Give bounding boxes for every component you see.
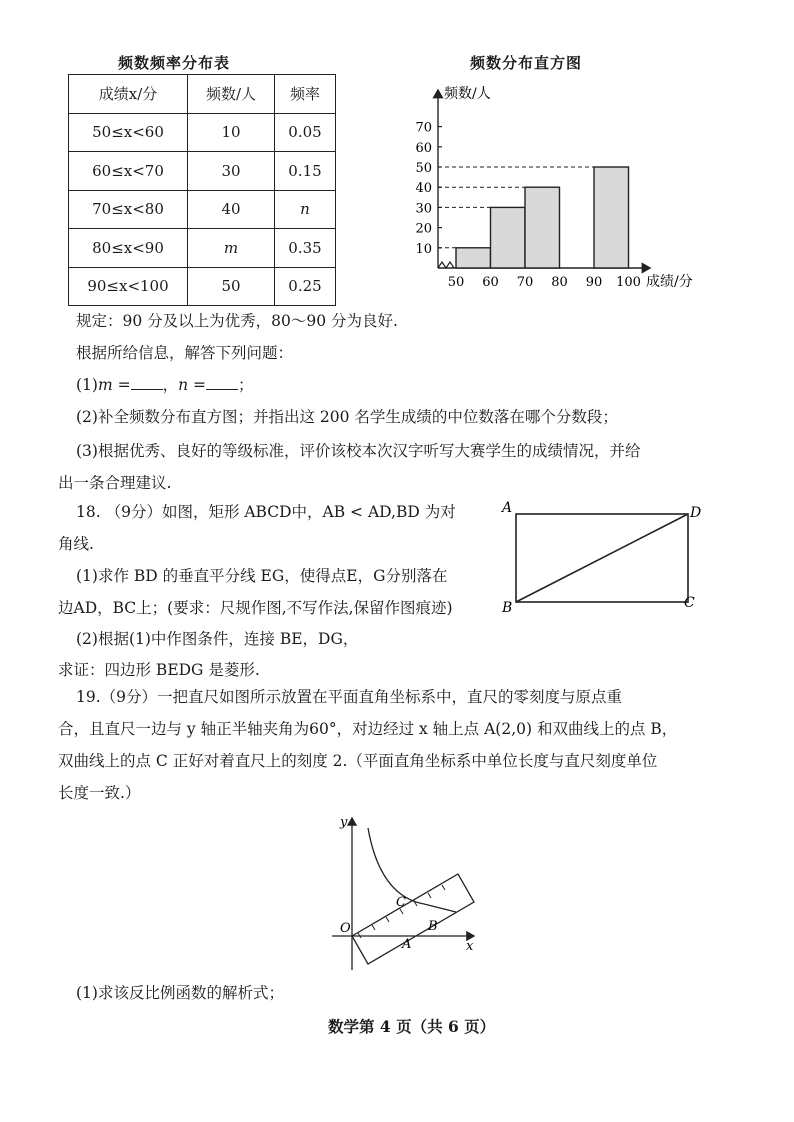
y-tick-label: 30 [415, 201, 432, 217]
y-tick-label: 50 [415, 161, 432, 176]
ruler-tick [372, 925, 375, 930]
q19-line3: 双曲线上的点 C 正好对着直尺上的刻度 2.（平面直角坐标系中单位长度与直尺刻度单位 [58, 752, 658, 770]
table-cell: 80≤x<90 [69, 229, 188, 268]
table-cell: 90≤x<100 [69, 267, 188, 306]
rectangle-diagram [496, 500, 702, 616]
table-title: 频数频率分布表 [118, 54, 231, 72]
y-tick-label: 70 [415, 120, 432, 136]
label-d: D [690, 505, 702, 521]
x-axis-label: 成绩/分 [646, 274, 693, 290]
table-row [69, 229, 336, 268]
q18-line5: (2)根据(1)中作图条件，连接 BE，DG， [76, 630, 359, 648]
ruler-tick [442, 885, 445, 890]
table-row [69, 190, 336, 229]
label-b: B [502, 600, 513, 616]
q17-rule: 规定：90 分及以上为优秀，80～90 分为良好. [76, 312, 398, 330]
q18-line3: (1)求作 BD 的垂直平分线 EG，使得点E，G分别落在 [76, 567, 448, 585]
label-c: C [684, 595, 695, 611]
table-cell: 0.35 [275, 229, 336, 268]
table-cell: 0.15 [275, 152, 336, 191]
q18-line4: 边AD，BC上；(要求：尺规作图,不写作法,保留作图痕迹) [58, 599, 453, 617]
q17-eq: = [112, 376, 131, 394]
table-cell: 50 [188, 267, 275, 306]
table-header-row [69, 75, 336, 114]
q17-end: ； [238, 376, 254, 394]
ruler [352, 874, 474, 964]
q19-line1: 19.（9分）一把直尺如图所示放置在平面直角坐标系中，直尺的零刻度与原点重 [76, 688, 623, 706]
q17-eq: = [188, 376, 207, 394]
histogram-bar [456, 248, 491, 268]
x-tick-label: 60 [482, 275, 499, 290]
table-cell: m [188, 229, 275, 268]
q17-part3-line2: 出一条合理建议. [58, 474, 172, 492]
table-row [69, 113, 336, 152]
label-c: C [396, 895, 406, 910]
y-tick-label: 40 [415, 181, 432, 197]
table-cell: 0.25 [275, 267, 336, 306]
blank-m[interactable] [131, 375, 163, 390]
table-header-cell: 频数/人 [188, 75, 275, 114]
y-tick-label: 10 [415, 241, 432, 257]
diagonal-bd [516, 514, 688, 602]
ruler-tick [386, 917, 389, 922]
label-a: A [402, 937, 412, 952]
table-cell: 40 [188, 190, 275, 229]
label-b: B [428, 919, 438, 934]
x-tick-label: 90 [585, 275, 603, 290]
x-tick-label: 70 [516, 275, 534, 290]
q17-part2: (2)补全频数分布直方图；并指出这 200 名学生成绩的中位数落在哪个分数段； [76, 408, 618, 426]
hyperbola-curve [368, 828, 456, 912]
var-n: n [178, 376, 189, 394]
frequency-table [68, 74, 336, 306]
var-m: m [97, 376, 113, 394]
q18-line6: 求证：四边形 BEDG 是菱形. [58, 661, 260, 679]
table-row [69, 152, 336, 191]
label-a: A [502, 500, 513, 516]
y-tick-label: 60 [415, 140, 432, 156]
y-tick-label: 20 [415, 221, 432, 237]
q17-sep: ， [162, 376, 179, 394]
ruler-diagram [328, 812, 488, 982]
histogram-bar [525, 187, 560, 268]
q19-part1: (1)求该反比例函数的解析式； [76, 984, 284, 1002]
x-tick-label: 80 [551, 275, 568, 290]
table-row [69, 267, 336, 306]
ruler-tick [428, 893, 431, 898]
axis-break [438, 262, 454, 268]
histogram-bar [594, 167, 629, 268]
label-x: x [466, 939, 474, 954]
table-header-cell: 成绩x/分 [69, 75, 188, 114]
histogram-bar [491, 207, 526, 268]
page-footer: 数学第 4 页（共 6 页） [328, 1017, 496, 1036]
y-axis-label: 频数/人 [444, 86, 491, 102]
table-cell: n [275, 190, 336, 229]
table-cell: 10 [188, 113, 275, 152]
q17-intro: 根据所给信息，解答下列问题： [76, 344, 294, 362]
blank-n[interactable] [206, 375, 238, 390]
table-cell: 60≤x<70 [69, 152, 188, 191]
label-y: y [340, 815, 348, 830]
q18-line2: 角线. [58, 535, 94, 553]
table-cell: 0.05 [275, 113, 336, 152]
q18-line1: 18. （9分）如图，矩形 ABCD中，AB < AD,BD 为对 [76, 503, 456, 521]
x-tick-label: 50 [447, 275, 465, 290]
table-cell: 30 [188, 152, 275, 191]
histogram-chart [400, 84, 730, 314]
histogram-title: 频数分布直方图 [470, 54, 583, 72]
x-tick-label: 100 [616, 275, 641, 290]
label-o: O [340, 921, 351, 936]
q19-line2: 合，且直尺一边与 y 轴正半轴夹角为60°，对边经过 x 轴上点 A(2,0) 和双曲线上的点 B， [58, 720, 678, 738]
q17-part3-line1: (3)根据优秀、良好的等级标准，评价该校本次汉字听写大赛学生的成绩情况，并给 [76, 442, 641, 460]
q17-part1-num: (1) [76, 376, 98, 394]
table-cell: 50≤x<60 [69, 113, 188, 152]
table-cell: 70≤x<80 [69, 190, 188, 229]
q19-line4: 长度一致.） [58, 784, 141, 802]
q17-part1 [76, 374, 254, 396]
table-header-cell: 频率 [275, 75, 336, 114]
